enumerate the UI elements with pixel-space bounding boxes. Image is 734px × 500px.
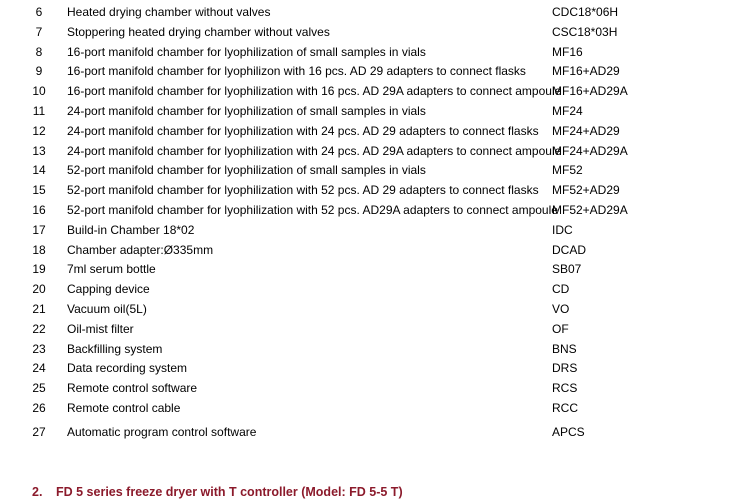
row-number: 9 xyxy=(35,64,43,79)
accessories-table xyxy=(0,3,734,443)
row-model: MF52 xyxy=(552,163,583,178)
row-description: 52-port manifold chamber for lyophilization of small samples in vials xyxy=(67,163,426,178)
row-number: 12 xyxy=(32,123,46,138)
row-model: CSC18*03H xyxy=(552,24,618,39)
table-row xyxy=(0,320,734,340)
row-number: 16 xyxy=(32,202,46,217)
row-description: Remote control software xyxy=(67,381,198,396)
row-description: Automatic program control software xyxy=(67,424,257,439)
row-number: 10 xyxy=(32,84,46,99)
row-description: Data recording system xyxy=(67,361,188,376)
table-row xyxy=(0,340,734,360)
row-model: VO xyxy=(552,301,570,316)
row-number: 7 xyxy=(35,24,43,39)
row-number: 8 xyxy=(35,44,43,59)
row-model: MF24+AD29A xyxy=(552,143,628,158)
table-row xyxy=(0,359,734,379)
row-number: 25 xyxy=(32,381,46,396)
row-model: MF24+AD29 xyxy=(552,123,620,138)
row-description: 7ml serum bottle xyxy=(67,262,156,277)
table-row xyxy=(0,161,734,181)
row-number: 15 xyxy=(32,183,46,198)
row-number: 24 xyxy=(32,361,46,376)
row-description: 24-port manifold chamber for lyophilization of small samples in vials xyxy=(67,103,426,118)
row-model: OF xyxy=(552,321,569,336)
row-description: Oil-mist filter xyxy=(67,321,134,336)
row-number: 17 xyxy=(32,222,46,237)
table-row xyxy=(0,300,734,320)
row-number: 19 xyxy=(32,262,46,277)
row-description: Heated drying chamber without valves xyxy=(67,5,271,19)
table-row xyxy=(0,379,734,399)
row-number: 20 xyxy=(32,282,46,297)
table-row xyxy=(0,260,734,280)
row-description: 24-port manifold chamber for lyophilization with 24 pcs. AD 29 adapters to connect flasks xyxy=(67,123,539,138)
table-row xyxy=(0,23,734,43)
row-model: CD xyxy=(552,282,570,297)
row-number: 14 xyxy=(32,163,46,178)
row-description: 52-port manifold chamber for lyophilization with 52 pcs. AD29A adapters to connect ampoule xyxy=(67,202,558,217)
table-row xyxy=(0,280,734,300)
row-model: MF16 xyxy=(552,44,583,59)
row-number: 26 xyxy=(32,400,46,415)
table-row xyxy=(0,201,734,221)
row-number: 23 xyxy=(32,341,46,356)
row-description: 24-port manifold chamber for lyophilization with 24 pcs. AD 29A adapters to connect ampoule xyxy=(67,143,562,158)
row-description: Stoppering heated drying chamber without valves xyxy=(67,24,330,39)
row-model: DRS xyxy=(552,361,578,376)
row-description: Backfilling system xyxy=(67,341,163,356)
row-model: APCS xyxy=(552,424,585,439)
row-description: Capping device xyxy=(67,282,150,297)
row-model: RCS xyxy=(552,381,578,396)
row-model: SB07 xyxy=(552,262,582,277)
row-number: 22 xyxy=(32,321,46,336)
row-model: MF52+AD29 xyxy=(552,183,620,198)
table-row xyxy=(0,181,734,201)
row-number: 21 xyxy=(32,301,46,316)
row-number: 18 xyxy=(32,242,46,257)
row-description: Chamber adapter:Ø335mm xyxy=(67,242,214,257)
table-row xyxy=(0,3,734,23)
table-row xyxy=(0,423,734,443)
table-row xyxy=(0,43,734,63)
row-description: 16-port manifold chamber for lyophilization of small samples in vials xyxy=(67,44,426,59)
table-row xyxy=(0,62,734,82)
row-number: 13 xyxy=(32,143,46,158)
section-number: 2. xyxy=(32,485,43,499)
table-row xyxy=(0,82,734,102)
row-description: 52-port manifold chamber for lyophilization with 52 pcs. AD 29 adapters to connect flasks xyxy=(67,183,539,198)
row-number: 6 xyxy=(35,5,43,19)
row-description: Vacuum oil(5L) xyxy=(67,301,147,316)
table-row xyxy=(0,221,734,241)
row-description: Remote control cable xyxy=(67,400,181,415)
row-model: BNS xyxy=(552,341,577,356)
table-row xyxy=(0,122,734,142)
section-title: FD 5 series freeze dryer with T controller (Model: FD 5-5 T) xyxy=(56,485,403,499)
table-row xyxy=(0,399,734,419)
row-model: MF24 xyxy=(552,103,583,118)
row-number: 11 xyxy=(32,103,46,118)
section-heading xyxy=(32,485,403,499)
row-number: 27 xyxy=(32,424,46,439)
table-row xyxy=(0,241,734,261)
row-model: MF16+AD29A xyxy=(552,84,628,99)
row-description: 16-port manifold chamber for lyophilization with 16 pcs. AD 29A adapters to connect ampoule xyxy=(67,84,562,99)
row-model: IDC xyxy=(552,222,573,237)
row-model: MF16+AD29 xyxy=(552,64,620,79)
row-model: RCC xyxy=(552,400,578,415)
table-row xyxy=(0,102,734,122)
row-model: DCAD xyxy=(552,242,587,257)
row-description: 16-port manifold chamber for lyophilizon with 16 pcs. AD 29 adapters to connect flasks xyxy=(67,64,526,79)
row-model: CDC18*06H xyxy=(552,5,619,19)
row-description: Build-in Chamber 18*02 xyxy=(67,222,195,237)
table-row xyxy=(0,142,734,162)
row-model: MF52+AD29A xyxy=(552,202,628,217)
